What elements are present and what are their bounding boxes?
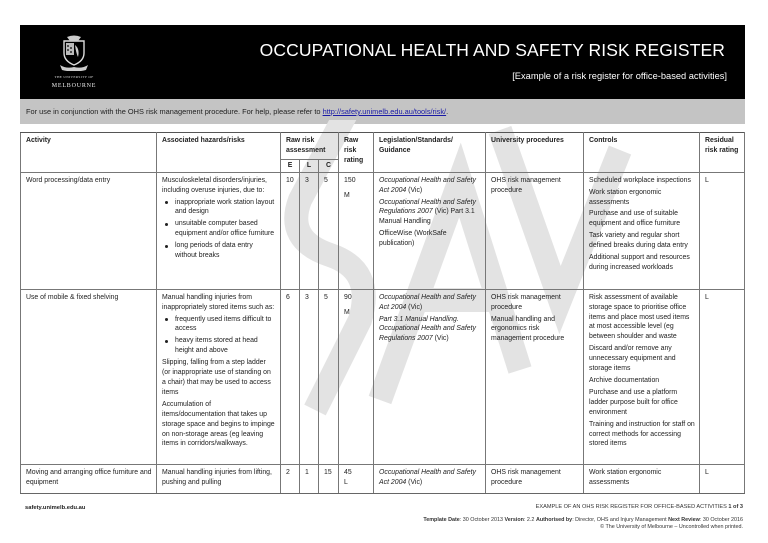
page-number: 1 of 3: [728, 504, 743, 510]
consequence-value: 5: [319, 289, 339, 464]
help-suffix: .: [446, 107, 449, 116]
control-item: Scheduled workplace inspections: [589, 176, 691, 184]
consequence-value: 15: [319, 464, 339, 493]
risk-register-table: [20, 132, 745, 494]
activity-cell: Use of mobile & fixed shelving: [21, 289, 157, 464]
controls-cell: [584, 464, 700, 493]
raw-rating-score: 45: [344, 468, 352, 476]
procedure-item: OHS risk management procedure: [491, 468, 561, 486]
consequence-value: 5: [319, 172, 339, 289]
procedure-item: OHS risk management procedure: [491, 293, 561, 311]
activity-cell: Word processing/data entry: [21, 172, 157, 289]
residual-rating: L: [700, 464, 745, 493]
legislation-cell: Occupational Health and Safety Act 2004 (Vic) Part 3.1 Manual Handling. Occupational Health and Safety Regulations 2007 (Vic): [374, 289, 486, 464]
hazards-cell: Musculoskeletal disorders/injuries, including overuse injuries, due to: inappropriate work station layout and design unsuitable computer based equipment and/or office furniture long periods of data entry without breaks: [157, 172, 281, 289]
col-hazards: Associated hazards/risks: [157, 133, 281, 173]
hazards-cell: Manual handling injuries from inappropriately stored items such as: frequently used items difficult to access heavy items stored at head height and above Slipping, falling from a step ladder (or inappropriate use of standing on a chair) that may be used to access items Accumulation of items/documentation that takes up storage space and begins to impinge on non-storage areas (eg leaving items in corridors/walkways.: [157, 289, 281, 464]
col-exposure: E: [281, 159, 300, 172]
logo-line2: MELBOURNE: [51, 83, 97, 89]
control-item: Work station ergonomic assessments: [589, 188, 662, 206]
help-bar: [20, 99, 745, 124]
header-banner: [20, 25, 745, 99]
hazard-extra: Accumulation of items/documentation that takes up storage space and begins to impinge on non-storage areas (eg leaving items in corridors/walkways.: [162, 400, 275, 448]
control-item: Purchase and use of suitable equipment and office furniture: [589, 210, 681, 228]
crest-icon: [58, 35, 90, 71]
exposure-value: 6: [281, 289, 300, 464]
procedures-cell: [486, 289, 584, 464]
hazard-item: long periods of data entry without breaks: [162, 241, 276, 261]
page-title: OCCUPATIONAL HEALTH AND SAFETY RISK REGISTER: [259, 40, 725, 60]
footer-meta: Template Date: 30 October 2013 Version: 2.2 Authorised by: Director, OHS and Injury Management Next Review: 30 October 2016: [423, 517, 743, 523]
hazards-cell: Manual handling injuries from lifting, pushing and pulling: [157, 464, 281, 493]
exposure-value: 2: [281, 464, 300, 493]
raw-rating-score: 150: [344, 176, 356, 184]
hazard-list: [162, 198, 276, 261]
col-consequence: C: [319, 159, 339, 172]
control-item: Risk assessment of available storage space to prioritise office items and place most used items at most accessible level (eg between shoulder and waste: [589, 293, 690, 341]
table-row: [21, 172, 745, 289]
raw-rating-code: L: [344, 478, 348, 486]
help-text: For use in conjunction with the OHS risk management procedure. For help, please refer to: [26, 107, 323, 116]
col-raw-rating: Raw risk rating: [339, 133, 374, 173]
hazard-item: inappropriate work station layout and design: [162, 198, 276, 218]
activity-cell: Moving and arranging office furniture and equipment: [21, 464, 157, 493]
procedures-cell: [486, 464, 584, 493]
footer-copyright: © The University of Melbourne – Uncontrolled when printed.: [600, 524, 743, 530]
col-residual: Residual risk rating: [700, 133, 745, 173]
table-row: [21, 289, 745, 464]
controls-cell: [584, 172, 700, 289]
control-item: Task variety and regular short defined breaks during data entry: [589, 232, 688, 250]
table-row: [21, 464, 745, 493]
procedure-item: OHS risk management procedure: [491, 176, 561, 194]
hazard-extra: Slipping, falling from a step ladder (or inappropriate use of standing on a chair) that may be used to access items: [162, 359, 271, 396]
likelihood-value: 3: [300, 172, 319, 289]
logo-line1: THE UNIVERSITY OF: [54, 75, 94, 79]
footer-site: safety.unimelb.edu.au: [25, 505, 86, 511]
control-item: Training and instruction for staff on correct methods for accessing stored items: [589, 420, 695, 448]
control-item: Work station ergonomic assessments: [589, 468, 662, 486]
risk-tools-link[interactable]: http://safety.unimelb.edu.au/tools/risk/: [322, 107, 447, 116]
exposure-value: 10: [281, 172, 300, 289]
likelihood-value: 3: [300, 289, 319, 464]
control-item: Archive documentation: [589, 376, 660, 384]
raw-rating-code: M: [344, 191, 350, 199]
col-activity: Activity: [21, 133, 157, 173]
residual-rating: L: [700, 289, 745, 464]
raw-rating-score: 90: [344, 293, 352, 301]
hazard-item: unsuitable computer based equipment and/or office furniture: [162, 219, 276, 239]
col-controls: Controls: [584, 133, 700, 173]
hazard-item: heavy items stored at head height and above: [162, 336, 276, 356]
raw-rating-cell: [339, 289, 374, 464]
procedure-item: Manual handling and ergonomics risk management procedure: [491, 315, 565, 343]
col-procedures: University procedures: [486, 133, 584, 173]
residual-rating: L: [700, 172, 745, 289]
raw-rating-code: M: [344, 308, 350, 316]
controls-cell: [584, 289, 700, 464]
col-raw-assessment: Raw risk assessment: [281, 133, 339, 160]
col-legislation: Legislation/Standards/ Guidance: [374, 133, 486, 173]
university-logo: [46, 35, 102, 95]
control-item: Purchase and use a platform ladder purpose built for office environment: [589, 388, 678, 416]
footer-doc-title: EXAMPLE OF AN OHS RISK REGISTER FOR OFFICE-BASED ACTIVITIES 1 of 3: [535, 504, 743, 510]
page-subtitle: [Example of a risk register for office-based activities]: [512, 71, 727, 81]
legislation-cell: Occupational Health and Safety Act 2004 (Vic) Occupational Health and Safety Regulations 2007 (Vic) Part 3.1 Manual Handling OfficeWise (WorkSafe publication): [374, 172, 486, 289]
procedures-cell: [486, 172, 584, 289]
control-item: Discard and/or remove any unnecessary equipment and storage items: [589, 345, 676, 373]
raw-rating-cell: [339, 464, 374, 493]
legislation-cell: Occupational Health and Safety Act 2004 (Vic): [374, 464, 486, 493]
raw-rating-cell: [339, 172, 374, 289]
likelihood-value: 1: [300, 464, 319, 493]
hazard-list: [162, 315, 276, 357]
control-item: Additional support and resources during increased workloads: [589, 254, 690, 271]
col-likelihood: L: [300, 159, 319, 172]
hazard-item: frequently used items difficult to access: [162, 315, 276, 335]
